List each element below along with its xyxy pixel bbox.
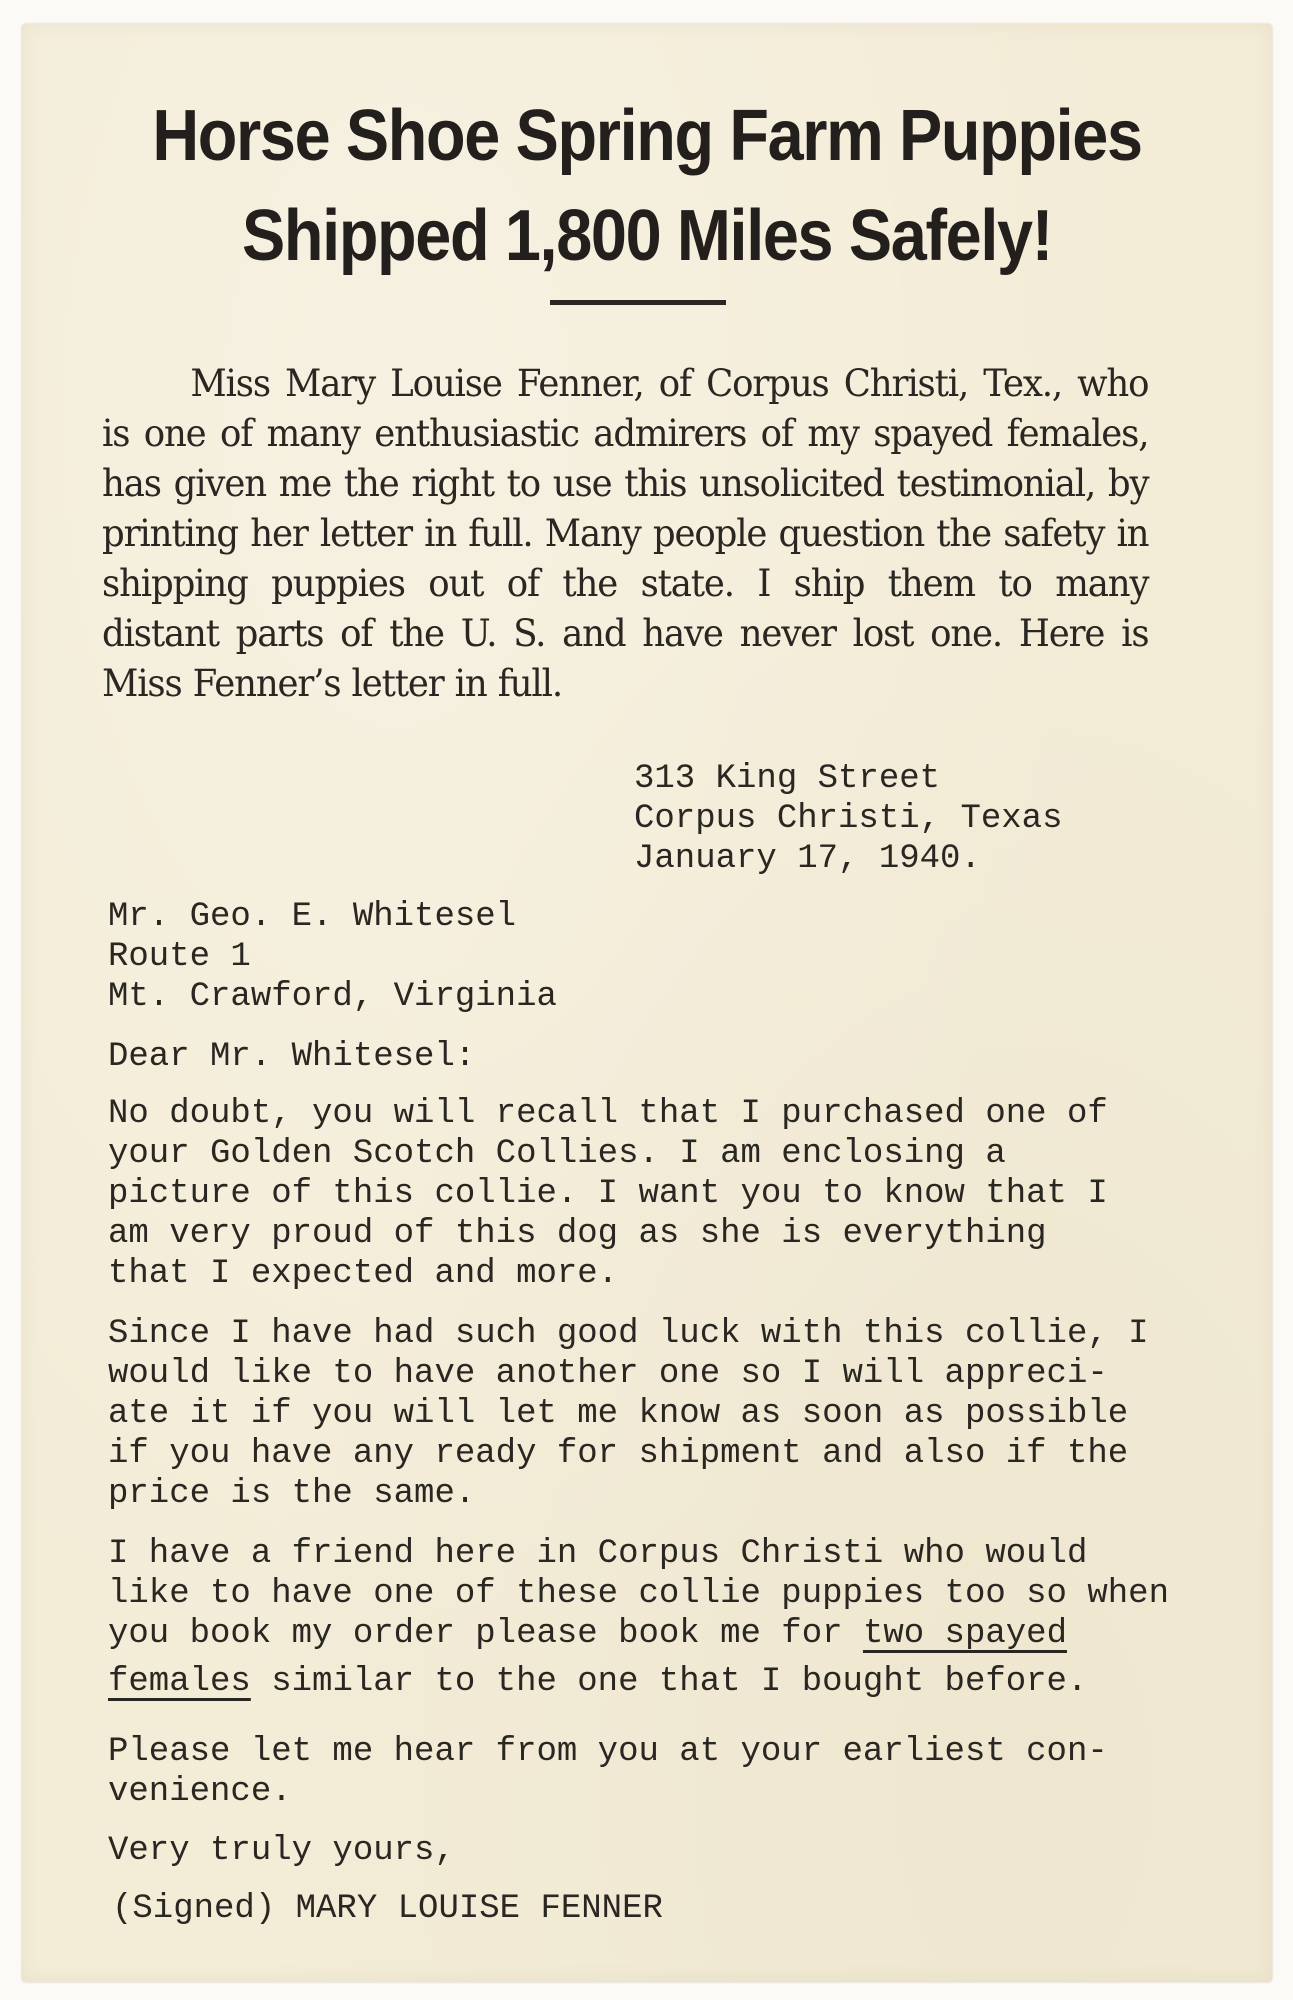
- underlined-text: females: [108, 1663, 251, 1701]
- paragraph-line: picture of this collie. I want you to know that I: [108, 1175, 1108, 1213]
- paragraph-line: am very proud of this dog as she is everything: [108, 1215, 1047, 1253]
- headline-line-1: Horse Shoe Spring Farm Puppies: [152, 96, 1142, 176]
- recipient-route: Route 1: [108, 938, 251, 976]
- paragraph-line: Please let me hear from you at your earliest con-: [108, 1733, 1108, 1771]
- salutation: Dear Mr. Whitesel:: [108, 1038, 476, 1076]
- letter-paragraph-4: [108, 1732, 1188, 1812]
- paragraph-line: your Golden Scotch Collies. I am enclosing a: [108, 1135, 1006, 1173]
- letter-signature: (Signed) MARY LOUISE FENNER: [112, 1890, 663, 1928]
- paragraph-line: venience.: [108, 1773, 292, 1811]
- paragraph-line: would like to have another one so I will appreci-: [108, 1355, 1108, 1393]
- paragraph-line: price is the same.: [108, 1475, 476, 1513]
- paragraph-line: [108, 1614, 1188, 1654]
- paragraph-line: like to have one of these collie puppies too so when: [108, 1575, 1169, 1613]
- underlined-text: two spayed: [862, 1615, 1067, 1653]
- recipient-name: Mr. Geo. E. Whitesel: [108, 898, 517, 936]
- sender-address-street: 313 King Street: [634, 760, 941, 798]
- paragraph-line: if you have any ready for shipment and also if the: [108, 1435, 1129, 1473]
- headline-line-2: Shipped 1,800 Miles Safely!: [242, 196, 1052, 276]
- paragraph-line: that I expected and more.: [108, 1255, 619, 1293]
- intro-paragraph: Miss Mary Louise Fenner, of Corpus Christi, Tex., who is one of many enthusiastic admirers of my spayed females, has given me the right to use this unsolicited testimonial, by printing her letter in full. Many people question the safety in shipping puppies out of the state. I ship them to many distant parts of the U. S. and have never lost one. Here is Miss Fenner’s letter in full.: [102, 362, 1149, 705]
- advertisement-card: [22, 24, 1272, 1982]
- recipient-city: Mt. Crawford, Virginia: [108, 978, 557, 1016]
- headline-divider: [550, 300, 726, 305]
- paragraph-line: [108, 1662, 1188, 1702]
- line-text: similar to the one that I bought before.: [250, 1663, 1088, 1701]
- letter-paragraph-1: [108, 1094, 1188, 1294]
- paragraph-line: ate it if you will let me know as soon as possible: [108, 1395, 1129, 1433]
- line-text: you book my order please book me for: [108, 1615, 863, 1653]
- letter-paragraph-3: [108, 1534, 1188, 1702]
- paragraph-line: No doubt, you will recall that I purchased one of: [108, 1095, 1108, 1133]
- letter-date: January 17, 1940.: [634, 840, 981, 878]
- paragraph-line: Since I have had such good luck with this collie, I: [108, 1315, 1149, 1353]
- paragraph-line: I have a friend here in Corpus Christi who would: [108, 1535, 1088, 1573]
- letter-paragraph-2: [108, 1314, 1188, 1514]
- sender-address-city: Corpus Christi, Texas: [634, 800, 1063, 838]
- letter-closing: Very truly yours,: [108, 1832, 455, 1870]
